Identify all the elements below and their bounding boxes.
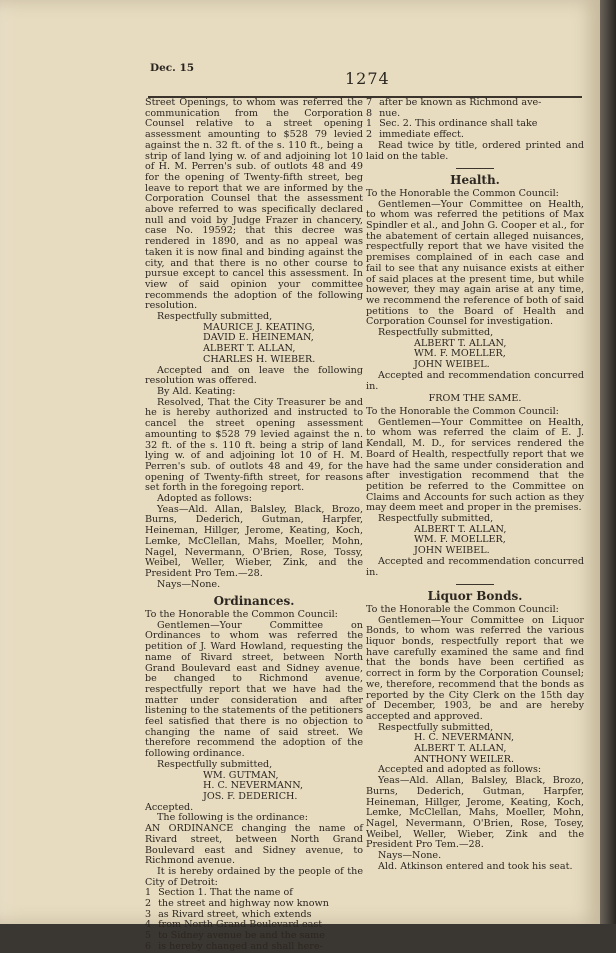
ordinance-intro: The following is the ordinance:	[157, 812, 308, 824]
address-to-council: To the Honorable the Common Council:	[145, 609, 338, 621]
health-report-2: Gentlemen—Your Committee on Health, to whom was referred the claim of E. J. Kendall, M. D., for services rendered the Board of Health, respectfully report that we have had the same under consideration and after investigation recommend that the petition be referred to the Committee on Claims and Accounts for such action as they may deem meet and proper in the premises.	[366, 416, 584, 514]
ordinance-continuation	[366, 98, 584, 141]
nays-vote: Nays—None.	[157, 578, 221, 590]
liquor-bonds-heading: Liquor Bonds.	[427, 589, 523, 604]
section-rule	[456, 584, 494, 585]
signature: H. C. NEVERMANN,	[203, 780, 304, 792]
signature: ALBERT T. ALLAN,	[203, 343, 296, 355]
ordained-clause: It is hereby ordained by the people of the City of Detroit:	[145, 865, 363, 888]
page-edge-shadow	[600, 0, 616, 924]
yeas-vote: Yeas—Ald. Allan, Balsley, Black, Brozo, Burns, Dederich, Gutman, Harpfer, Heineman, Hillger, Jerome, Keating, Koch, Lemke, McClellan, Mahs, Moeller, Mohn, Nagel, Nevermann, O'Brien, Rose, Tossy, Weibel, Weller, Wieber, Zink, and the President Pro Tem.—28.	[145, 503, 363, 579]
signature: ALBERT T. ALLAN,	[414, 743, 507, 755]
signature: DAVID E. HEINEMAN,	[203, 332, 314, 344]
section-line: 1 Sec. 2. This ordinance shall take	[366, 118, 538, 130]
signatures-5	[366, 733, 584, 765]
signatures-1	[145, 323, 363, 366]
section-line: 8 nue.	[366, 107, 401, 119]
signature: JOHN WEIBEL.	[414, 359, 490, 371]
address-to-council: To the Honorable the Common Council:	[366, 187, 559, 199]
yeas-vote: Yeas—Ald. Allan, Balsley, Black, Brozo, Burns, Dederich, Gutman, Harpfer, Heineman, Hillger, Jerome, Keating, Koch, Lemke, McClellan, Mahs, Moeller, Mohn, Nagel, Nevermann, O'Brien, Rose, Tosey, Weibel, Weller, Wieber, Zink and the President Pro Tem.—28.	[366, 775, 584, 851]
section-line: 2 the street and highway now known	[145, 898, 329, 910]
section-line: 7 after be known as Richmond ave-	[366, 97, 542, 108]
signature: ALBERT T. ALLAN,	[414, 523, 507, 535]
respectfully-submitted: Respectfully submitted,	[378, 327, 494, 339]
signature: WM. GUTMAN,	[203, 769, 279, 781]
signature: JOHN WEIBEL.	[414, 545, 490, 557]
signature: ALBERT T. ALLAN,	[414, 337, 507, 349]
section-line: 3 as Rivard street, which extends	[145, 908, 312, 920]
adopted-as-follows: Accepted and adopted as follows:	[378, 764, 542, 776]
signatures-3	[366, 339, 584, 371]
signature: WM. F. MOELLER,	[414, 348, 506, 360]
accepted-resolution: Accepted and on leave the following resolution was offered.	[145, 364, 363, 387]
ordinances-heading: Ordinances.	[213, 594, 295, 609]
ordinance-title: AN ORDINANCE changing the name of Rivard street, between North Grand Boulevard east and Sidney avenue, to Richmond avenue.	[145, 823, 363, 867]
section-line: 5 to Sidney avenue be and the same	[145, 930, 325, 942]
signature: MAURICE J. KEATING,	[203, 321, 315, 333]
address-to-council: To the Honorable the Common Council:	[366, 603, 559, 615]
nays-vote: Nays—None.	[378, 850, 442, 862]
ordinances-report: Gentlemen—Your Committee on Ordinances to whom was referred the petition of J. Ward Howland, requesting the name of Rivard street, between North Grand Boulevard east and Sidney avenue, be changed to Richmond avenue, respectfully report that we have had the matter under consideration and after listening to the statements of the petitioners feel satisfied that there is no objection to changing the name of said street. We therefore recommend the adoption of the following ordinance.	[145, 619, 363, 760]
section-line: 6 is hereby changed and shall here-	[145, 940, 323, 952]
adopted-as-follows: Adopted as follows:	[157, 493, 253, 505]
accepted-concurred: Accepted and recommendation concurred in.	[366, 555, 584, 578]
signature: CHARLES H. WIEBER.	[203, 353, 316, 365]
address-to-council: To the Honorable the Common Council:	[366, 405, 559, 417]
accepted-concurred: Accepted and recommendation concurred in.	[366, 369, 584, 392]
right-column	[366, 98, 584, 873]
accepted-note: Accepted.	[145, 801, 194, 813]
section-line: 4 from North Grand Boulevard east	[145, 919, 323, 931]
resolution-text: Resolved, That the City Treasurer be and he is hereby authorized and instructed to cancel the street opening assessment amounting to $528 79 levied against the n. 32 ft. of the s. 110 ft. being a strip of land lying w. of and adjoining lot 10 of H. M. Perren's sub. of outlots 48 and 49, for the opening of Twenty-fifth street, for reasons set forth in the foregoing report.	[145, 396, 363, 494]
respectfully-submitted: Respectfully submitted,	[378, 721, 494, 733]
header-date: Dec. 15	[150, 62, 195, 74]
atkinson-entered: Ald. Atkinson entered and took his seat.	[378, 860, 573, 872]
read-twice: Read twice by title, ordered printed and laid on the table.	[366, 139, 584, 162]
section-line: 2 immediate effect.	[366, 129, 464, 141]
by-alderman: By Ald. Keating:	[157, 385, 236, 397]
section-rule	[456, 168, 494, 169]
left-column	[145, 98, 363, 953]
signatures-2	[145, 771, 363, 803]
health-heading: Health.	[450, 173, 500, 188]
signature: WM. F. MOELLER,	[414, 534, 506, 546]
section-1	[145, 888, 363, 952]
liquor-bonds-report: Gentlemen—Your Committee on Liquor Bonds, to whom was referred the various liquor bonds, respectfully report that we have carefully examined the same and find that the bonds have been certified as correct in form by the Corporation Counsel; we, therefore, recommend that the bonds as reported by the City Clerk on the 15th day of December, 1903, be and are hereby accepted and approved.	[366, 614, 584, 722]
signature: H. C. NEVERMANN,	[414, 732, 515, 744]
street-openings-report: Street Openings, to whom was referred the communication from the Corporation Counsel relative to a street opening assessment amounting to $528 79 levied against the n. 32 ft. of the s. 110 ft., being a strip of land lying w. of and adjoining lot 10 of H. M. Perren's sub. of outlots 48 and 49 for the opening of Twenty-fifth street, beg leave to report that we are informed by the Corporation Counsel that the assessment above referred to was specifically declared null and void by Judge Frazer in chancery, case No. 19592; that this decree was rendered in 1890, and as no appeal was taken it is now final and binding against the city, and that there is no other course to pursue except to cancel this assessment. In view of said opinion your committee recommends the adoption of the following resolution.	[145, 97, 363, 312]
section-line: 1 Section 1. That the name of	[145, 887, 293, 899]
respectfully-submitted: Respectfully submitted,	[157, 311, 273, 323]
respectfully-submitted: Respectfully submitted,	[157, 758, 273, 770]
from-the-same: FROM THE SAME.	[428, 393, 522, 405]
signature: ANTHONY WEILER.	[414, 753, 515, 765]
signatures-4	[366, 525, 584, 557]
health-report-1: Gentlemen—Your Committee on Health, to whom was referred the petitions of Max Spindler et al., and John G. Cooper et al., for the abatement of certain alleged nuisances, respectfully report that we have visited the premises complained of in each case and fail to see that any nuisance exists at either of said places at the present time, but while however, they may again arise at any time, we recommend the reference of both of said petitions to the Board of Health and Corporation Counsel for investigation.	[366, 198, 584, 328]
page-number: 1274	[345, 69, 390, 88]
respectfully-submitted: Respectfully submitted,	[378, 513, 494, 525]
signature: JOS. F. DEDERICH.	[203, 791, 298, 802]
